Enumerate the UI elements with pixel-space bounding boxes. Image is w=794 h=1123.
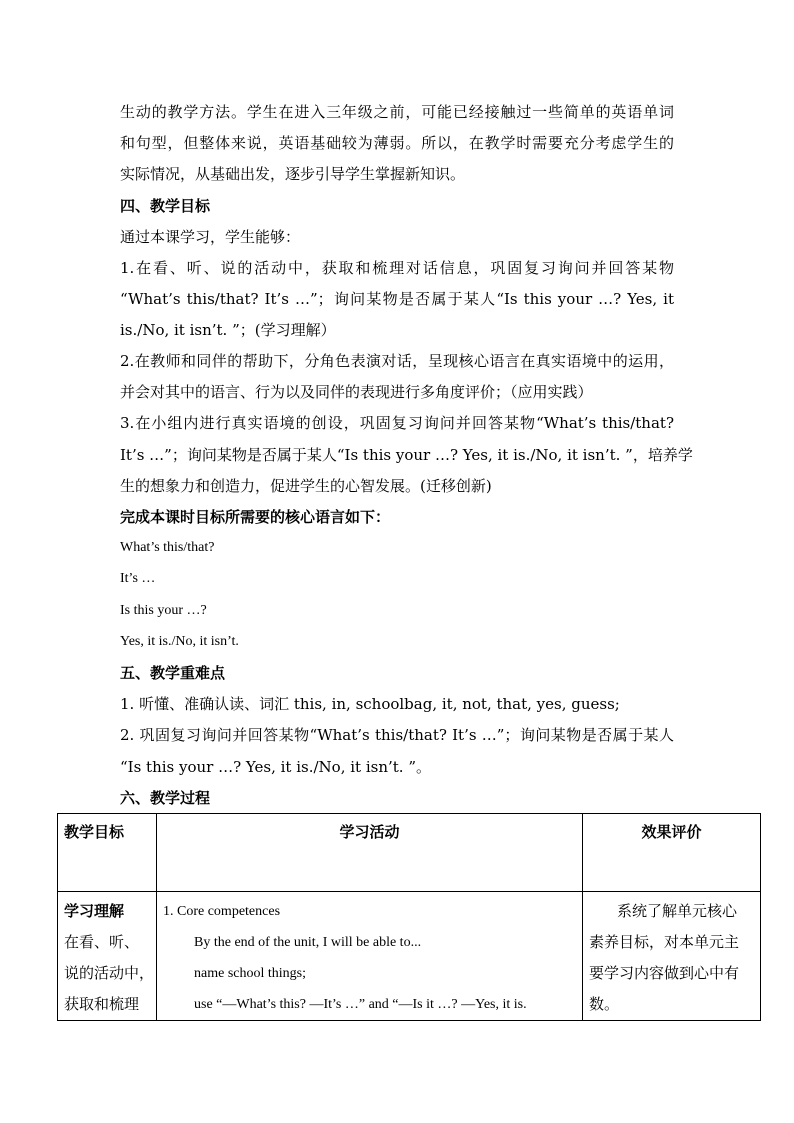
goal-title: 学习理解 [64,902,125,920]
column-header: 教学目标 [58,814,157,892]
goal-cell [58,892,157,1021]
key-point-line: 1. 听懂、准确认读、词汇 this, in, schoolbag, it, not, that, yes, guess; [120,695,620,713]
activity-line: use “—What’s this? —It’s …” and “—Is it …? —Yes, it is. [194,997,527,1012]
activity-line: name school things; [194,966,306,981]
objective-line: is./No, it isn’t. ”；(学习理解） [120,321,336,339]
objective-line: 1.在看、听、说的活动中，获取和梳理对话信息，巩固复习询问并回答某物 [120,259,674,277]
core-language-item: Is this your …? [120,603,207,618]
paragraph-line: 生动的教学方法。学生在进入三年级之前，可能已经接触过一些简单的英语单词 [120,103,674,121]
goal-line: 在看、听、 [64,933,140,951]
evaluation-line: 要学习内容做到心中有 [589,964,740,982]
section-heading: 四、教学目标 [120,197,211,215]
activity-line: By the end of the unit, I will be able to... [194,935,422,950]
objective-line: “What’s this/that? It’s …”；询问某物是否属于某人“Is this your …? Yes, it [120,290,674,308]
evaluation-line: 系统了解单元核心 [617,902,738,920]
core-language-item: Yes, it is./No, it isn’t. [120,634,239,649]
activity-cell [157,892,583,1021]
key-point-line: 2. 巩固复习询问并回答某物“What’s this/that? It’s …”；询问某物是否属于某人 [120,726,674,744]
objective-line: 并会对其中的语言、行为以及同伴的表现进行多角度评价；（应用实践） [120,383,593,401]
table-header-row [58,814,761,892]
column-header: 学习活动 [157,814,583,892]
section-heading: 六、教学过程 [120,789,211,807]
paragraph-line: 实际情况，从基础出发，逐步引导学生掌握新知识。 [120,165,466,183]
process-table [57,813,761,1021]
section-heading: 五、教学重难点 [120,664,226,682]
objective-line: 生的想象力和创造力，促进学生的心智发展。(迁移创新) [120,477,492,495]
evaluation-line: 数。 [589,995,620,1013]
goal-line: 说的活动中， [64,964,155,982]
evaluation-line: 素养目标，对本单元主 [589,933,740,951]
core-language-item: It’s … [120,571,156,586]
key-point-line: “Is this your …? Yes, it is./No, it isn’t. ”。 [120,758,431,776]
core-language-heading: 完成本课时目标所需要的核心语言如下： [120,508,391,526]
goal-line: 获取和梳理 [64,995,140,1013]
activity-line: 1. Core competences [163,904,281,919]
objective-line: 2.在教师和同伴的帮助下，分角色表演对话，呈现核心语言在真实语境中的运用， [120,352,674,370]
objective-line: 3.在小组内进行真实语境的创设，巩固复习询问并回答某物“What’s this/that? [120,414,674,432]
evaluation-cell [583,892,761,1021]
table-row [58,892,761,1021]
column-header: 效果评价 [583,814,761,892]
paragraph-line: 通过本课学习，学生能够： [120,228,301,246]
objective-line: It’s …”；询问某物是否属于某人“Is this your …? Yes, it is./No, it isn’t. ”，培养学 [120,446,693,464]
paragraph-line: 和句型，但整体来说，英语基础较为薄弱。所以，在教学时需要充分考虑学生的 [120,134,674,152]
core-language-item: What’s this/that? [120,540,215,555]
